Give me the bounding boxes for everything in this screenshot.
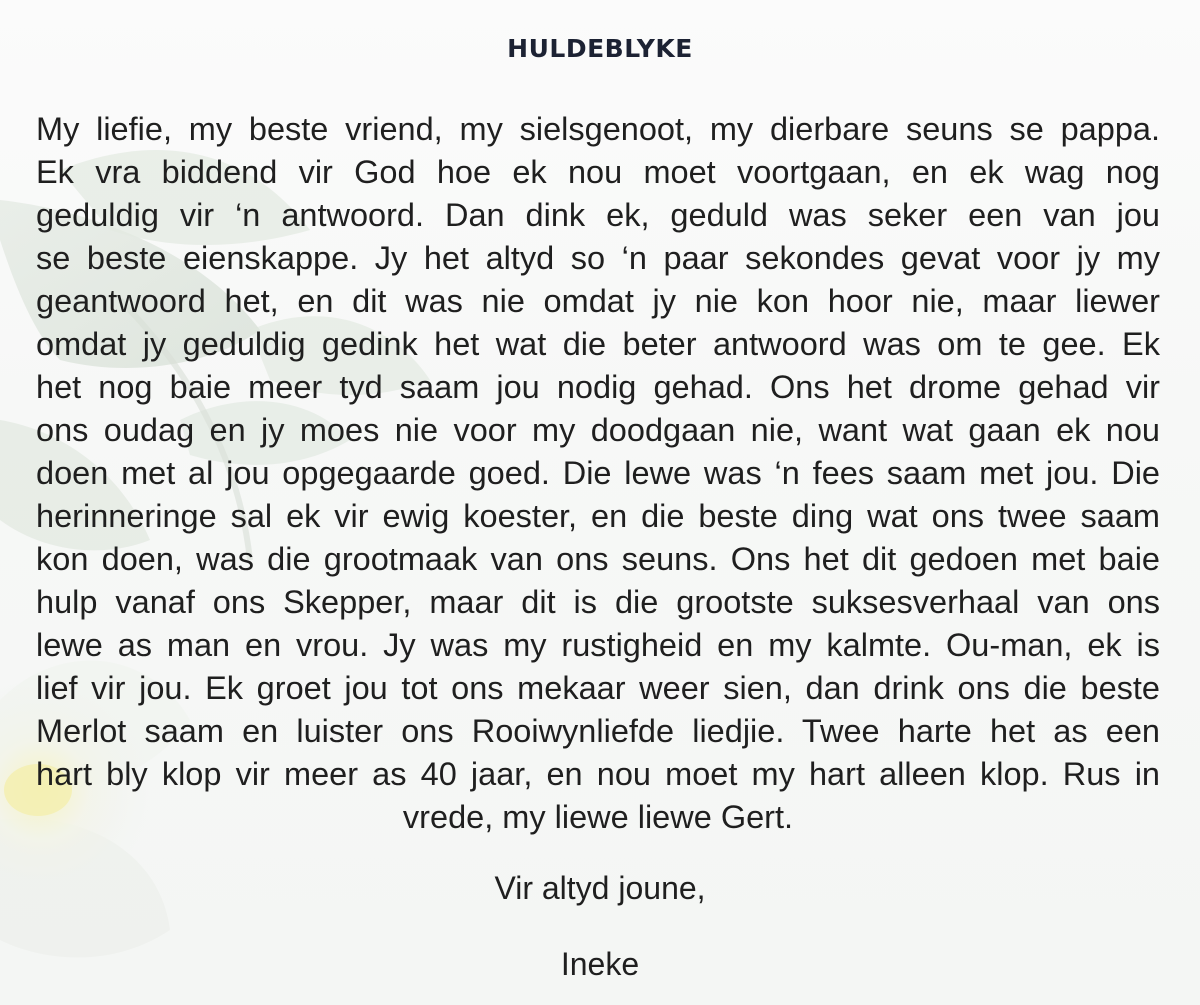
tribute-line: herinneringe sal ek vir ewig koester, en die beste ding wat ons twee saam <box>36 498 1160 534</box>
tribute-text <box>36 108 1160 839</box>
tribute-line: hulp vanaf ons Skepper, maar dit is die grootste suksesverhaal van ons <box>36 584 1160 620</box>
tribute-line: se beste eienskappe. Jy het altyd so ‘n paar sekondes gevat voor jy my <box>36 240 1160 276</box>
signature-name: Ineke <box>560 946 640 982</box>
tribute-line: doen met al jou opgegaarde goed. Die lewe was ‘n fees saam met jou. Die <box>36 455 1160 491</box>
tribute-line: het nog baie meer tyd saam jou nodig gehad. Ons het drome gehad vir <box>36 369 1160 405</box>
tribute-line: ons oudag en jy moes nie voor my doodgaan nie, want wat gaan ek nou <box>36 412 1160 448</box>
tribute-line: geantwoord het, en dit was nie omdat jy nie kon hoor nie, maar liewer <box>36 283 1160 319</box>
tribute-line: omdat jy geduldig gedink het wat die beter antwoord was om te gee. Ek <box>36 326 1160 362</box>
sign-off: Vir altyd joune, <box>494 870 706 906</box>
tribute-line: Merlot saam en luister ons Rooiwynliefde liedjie. Twee harte het as een <box>36 713 1160 749</box>
tribute-line: lief vir jou. Ek groet jou tot ons mekaar weer sien, dan drink ons die beste <box>36 670 1160 706</box>
tribute-line: lewe as man en vrou. Jy was my rustigheid en my kalmte. Ou-man, ek is <box>36 627 1160 663</box>
tribute-line: geduldig vir ‘n antwoord. Dan dink ek, geduld was seker een van jou <box>36 197 1160 233</box>
tribute-line-final: vrede, my liewe liewe Gert. <box>402 799 794 835</box>
tribute-line: My liefie, my beste vriend, my sielsgenoot, my dierbare seuns se pappa. <box>36 111 1160 147</box>
page-title: HULDEBLYKE <box>507 34 693 63</box>
tribute-line: Ek vra biddend vir God hoe ek nou moet voortgaan, en ek wag nog <box>36 154 1160 190</box>
tribute-line: hart bly klop vir meer as 40 jaar, en nou moet my hart alleen klop. Rus in <box>36 756 1160 792</box>
tribute-line: kon doen, was die grootmaak van ons seuns. Ons het dit gedoen met baie <box>36 541 1160 577</box>
